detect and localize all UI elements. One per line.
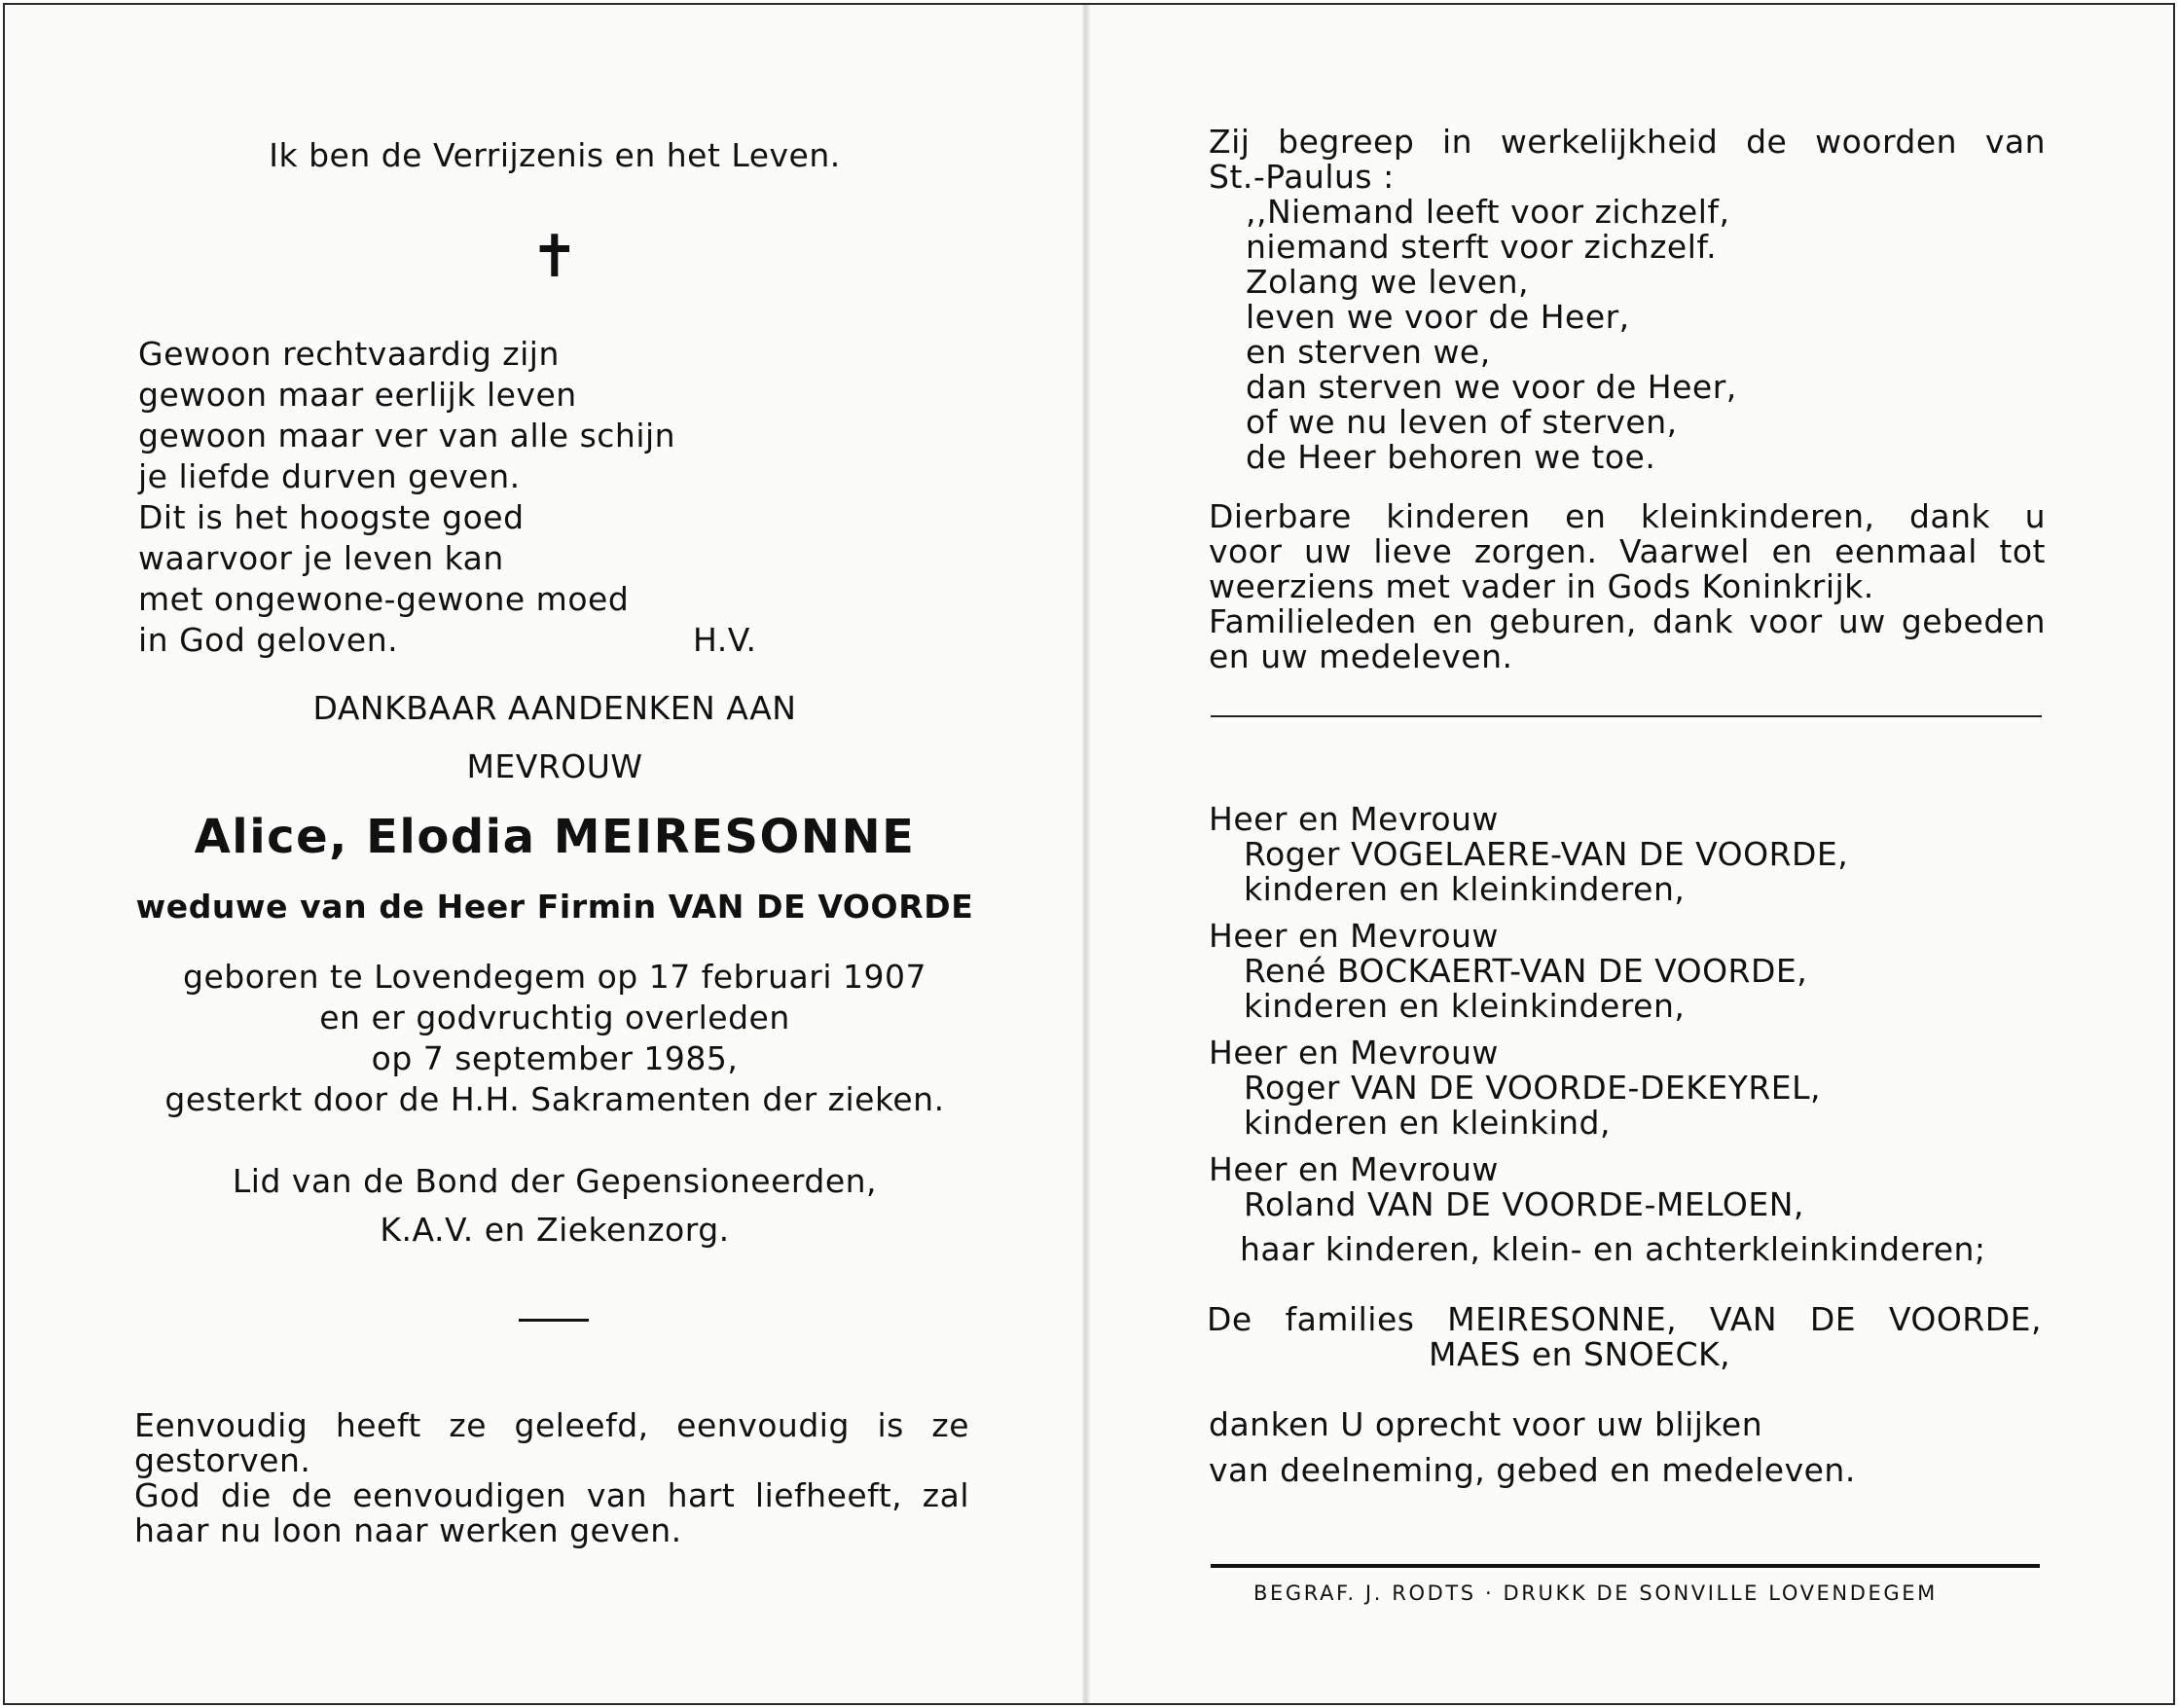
poem-line: Dit is het hoogste goed (138, 498, 525, 536)
quote-line: de Heer behoren we toe. (1246, 438, 1656, 476)
quote-line: en sterven we, (1246, 333, 1491, 371)
family-name: Roger VOGELAERE-VAN DE VOORDE, (1244, 835, 1849, 873)
closing-line: gestorven. (134, 1441, 311, 1479)
poem-line: gewoon maar eerlijk leven (138, 376, 577, 414)
quote-line: niemand sterft voor zichzelf. (1246, 228, 1718, 266)
birth-death-line: op 7 september 1985, (371, 1039, 739, 1077)
quote-line: dan sterven we voor de Heer, (1246, 368, 1737, 406)
family-title: Heer en Mevrouw (1209, 917, 1499, 955)
family-name: René BOCKAERT-VAN DE VOORDE, (1244, 952, 1808, 990)
other-families-line: De families MEIRESONNE, VAN DE VOORDE, (1207, 1300, 2042, 1338)
family-relation: kinderen en kleinkinderen, (1244, 987, 1686, 1025)
birth-death-line: geboren te Lovendegem op 17 februari 1907 (183, 958, 926, 996)
quote-line: Zolang we leven, (1246, 263, 1530, 301)
cross-icon: ✝ (529, 223, 580, 291)
poem-line: gewoon maar ver van alle schijn (138, 417, 676, 454)
poem-line: waarvoor je leven kan (138, 539, 504, 577)
family-relation: kinderen en kleinkinderen, (1244, 870, 1686, 908)
left-divider (519, 1319, 589, 1322)
closing-line: haar nu loon naar werken geven. (134, 1511, 682, 1549)
epigraph: Ik ben de Verrijzenis en het Leven. (269, 136, 841, 174)
other-families-line: MAES en SNOECK, (1429, 1335, 1731, 1373)
family-title: Heer en Mevrouw (1209, 1150, 1499, 1188)
membership-line: Lid van de Bond der Gepensioneerden, (232, 1162, 878, 1200)
membership-line: K.A.V. en Ziekenzorg. (380, 1211, 730, 1249)
family-title: Heer en Mevrouw (1209, 800, 1499, 838)
poem-line: Gewoon rechtvaardig zijn (138, 335, 560, 373)
birth-death-line: en er godvruchtig overleden (319, 999, 790, 1036)
farewell-line: Familieleden en geburen, dank voor uw gebeden (1209, 602, 2046, 640)
closing-line: Eenvoudig heeft ze geleefd, eenvoudig is ze (134, 1406, 969, 1444)
printer-credit: BEGRAF. J. RODTS · DRUKK DE SONVILLE LOVENDEGEM (1253, 1581, 1938, 1605)
poem-line: in God geloven. (138, 621, 399, 659)
birth-death-line: gesterkt door de H.H. Sakramenten der zieken. (164, 1080, 945, 1118)
farewell-line: en uw medeleven. (1209, 637, 1513, 675)
family-relation: kinderen en kleinkind, (1244, 1104, 1611, 1142)
thanks-line: danken U oprecht voor uw blijken (1209, 1405, 1763, 1443)
honorific: MEVROUW (466, 747, 643, 785)
poem-line: je liefde durven geven. (138, 457, 521, 495)
paulus-intro-line: Zij begreep in werkelijkheid de woorden van (1209, 123, 2046, 161)
poem-author: H.V. (693, 621, 757, 659)
quote-line: of we nu leven of sterven, (1246, 403, 1678, 441)
card-fold (1082, 5, 1090, 1703)
quote-line: ,,Niemand leeft voor zichzelf, (1246, 193, 1730, 231)
family-relation: haar kinderen, klein- en achterkleinkinderen; (1240, 1230, 1986, 1268)
quote-line: leven we voor de Heer, (1246, 298, 1630, 336)
family-title: Heer en Mevrouw (1209, 1034, 1499, 1072)
paulus-intro-line: St.-Paulus : (1209, 158, 1395, 196)
farewell-line: weerziens met vader in Gods Koninkrijk. (1209, 567, 1874, 605)
family-name: Roland VAN DE VOORDE-MELOEN, (1244, 1185, 1804, 1223)
memorial-heading: DANKBAAR AANDENKEN AAN (312, 689, 797, 727)
poem-line: met ongewone-gewone moed (138, 580, 630, 618)
printer-rule (1211, 1564, 2040, 1568)
closing-line: God die de eenvoudigen van hart liefheeft, zal (134, 1476, 969, 1514)
deceased-name: Alice, Elodia MEIRESONNE (194, 810, 916, 864)
widow-of: weduwe van de Heer Firmin VAN DE VOORDE (135, 888, 974, 926)
farewell-line: Dierbare kinderen en kleinkinderen, dank u (1209, 497, 2046, 535)
family-name: Roger VAN DE VOORDE-DEKEYREL, (1244, 1069, 1822, 1107)
right-divider (1211, 715, 2042, 717)
thanks-line: van deelneming, gebed en medeleven. (1209, 1451, 1856, 1489)
farewell-line: voor uw lieve zorgen. Vaarwel en eenmaal tot (1209, 532, 2046, 570)
